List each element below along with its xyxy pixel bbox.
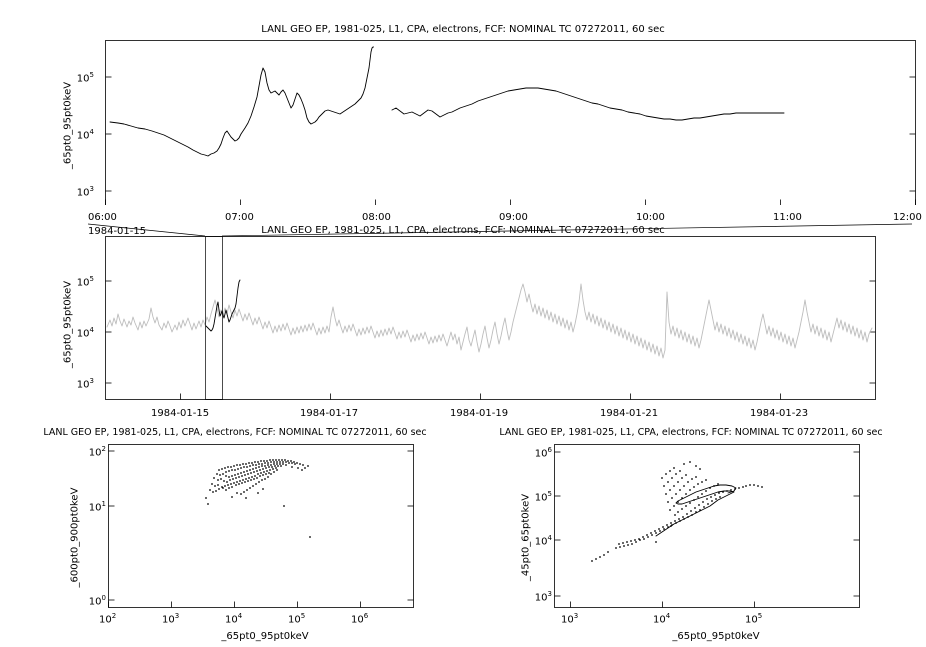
br-ytick-1e6: $10^6$ bbox=[534, 446, 552, 460]
middle-xtick-0119: 1984-01-19 bbox=[450, 408, 509, 419]
middle-xtick-0115: 1984-01-15 bbox=[151, 408, 210, 419]
top-xtick-1000: 10:00 bbox=[636, 212, 665, 223]
bottom-right-scatter-panel bbox=[456, 422, 926, 647]
top-ytick-1e5: $10^5$ bbox=[76, 71, 94, 85]
bottom-right-xlabel: _65pt0_95pt0keV bbox=[672, 631, 760, 642]
top-xtick-0900: 09:00 bbox=[499, 212, 528, 223]
bl-ytick-1e2: $10^2$ bbox=[88, 445, 106, 459]
middle-ytick-1e4: $10^4$ bbox=[76, 326, 94, 340]
bottom-left-ylabel: _600pt0_900pt0keV bbox=[69, 487, 81, 588]
top-xtick-1200: 12:00 bbox=[893, 212, 922, 223]
br-xtick-1e4: $10^4$ bbox=[653, 612, 671, 626]
br-xtick-1e5: $10^5$ bbox=[745, 612, 763, 626]
bl-ytick-1e1: $10^1$ bbox=[88, 500, 106, 514]
bottom-left-scatter-panel bbox=[0, 422, 470, 647]
br-ytick-1e3: $10^3$ bbox=[534, 590, 552, 604]
bottom-left-points bbox=[205, 459, 311, 538]
bl-xtick-1e2: $10^2$ bbox=[99, 612, 117, 626]
top-xtick-0800: 08:00 bbox=[362, 212, 391, 223]
middle-panel-svg bbox=[0, 222, 926, 422]
middle-xtick-0121: 1984-01-21 bbox=[600, 408, 659, 419]
top-ytick-1e4: $10^4$ bbox=[76, 128, 94, 142]
top-panel-svg bbox=[0, 0, 926, 205]
middle-ytick-1e3: $10^3$ bbox=[76, 377, 94, 391]
bottom-left-svg bbox=[0, 422, 470, 622]
top-xtick-0700: 07:00 bbox=[225, 212, 254, 223]
bl-xtick-1e6: $10^6$ bbox=[351, 612, 369, 626]
top-xtick-0600: 06:00 bbox=[88, 212, 117, 223]
bl-xtick-1e3: $10^3$ bbox=[162, 612, 180, 626]
bottom-left-title: LANL GEO EP, 1981-025, L1, CPA, electrons, FCF: NOMINAL TC 07272011, 60 sec bbox=[43, 427, 427, 438]
bottom-right-points bbox=[591, 461, 763, 562]
bottom-right-ylabel: _45pt0_65pt0keV bbox=[520, 493, 532, 582]
top-panel-ylabel: _65pt0_95pt0keV bbox=[62, 81, 74, 170]
top-date-label: 1984-01-15 bbox=[88, 226, 147, 237]
bottom-right-svg bbox=[456, 422, 926, 622]
br-ytick-1e5: $10^5$ bbox=[534, 490, 552, 504]
middle-xtick-0117: 1984-01-17 bbox=[300, 408, 359, 419]
bl-ytick-1e0: $10^0$ bbox=[88, 594, 106, 608]
br-ytick-1e4: $10^4$ bbox=[534, 534, 552, 548]
bl-xtick-1e5: $10^5$ bbox=[288, 612, 306, 626]
bottom-right-title: LANL GEO EP, 1981-025, L1, CPA, electrons, FCF: NOMINAL TC 07272011, 60 sec bbox=[499, 427, 883, 438]
bl-xtick-1e4: $10^4$ bbox=[225, 612, 243, 626]
middle-panel-ylabel: _65pt0_95pt0keV bbox=[62, 280, 74, 369]
middle-context-panel bbox=[0, 222, 926, 422]
top-timeseries-panel bbox=[0, 0, 926, 237]
top-xtick-1100: 11:00 bbox=[773, 212, 802, 223]
top-panel-title: LANL GEO EP, 1981-025, L1, CPA, electrons, FCF: NOMINAL TC 07272011, 60 sec bbox=[261, 24, 665, 35]
middle-panel-title: LANL GEO EP, 1981-025, L1, CPA, electrons, FCF: NOMINAL TC 07272011, 60 sec bbox=[261, 225, 665, 236]
br-xtick-1e3: $10^3$ bbox=[561, 612, 579, 626]
middle-xtick-0123: 1984-01-23 bbox=[750, 408, 809, 419]
bottom-left-xlabel: _65pt0_95pt0keV bbox=[221, 631, 309, 642]
top-ytick-1e3: $10^3$ bbox=[76, 185, 94, 199]
middle-ytick-1e5: $10^5$ bbox=[76, 275, 94, 289]
